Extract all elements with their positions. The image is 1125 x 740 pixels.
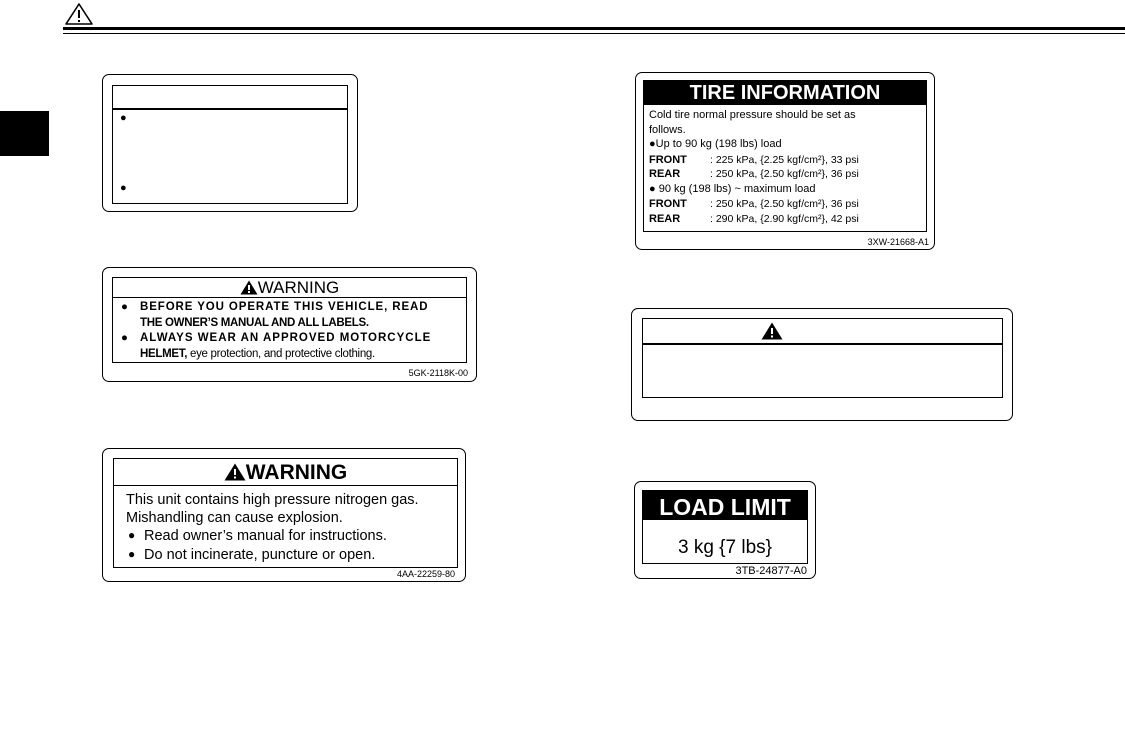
- warning-line: THE OWNER’S MANUAL AND ALL LABELS.: [140, 317, 369, 329]
- load-condition: ● 90 kg (198 lbs) ~ maximum load: [649, 183, 816, 195]
- label-frame: [642, 490, 808, 564]
- label-title: [113, 278, 466, 298]
- warning-triangle-icon: [63, 2, 95, 26]
- warning-line: Mishandling can cause explosion.: [126, 510, 343, 526]
- warning-triangle-icon: [224, 463, 246, 481]
- rear-pressure: : 290 kPa, {2.90 kgf/cm²}, 42 psi: [710, 213, 859, 225]
- section-tab: [0, 111, 49, 156]
- title-text: WARNING: [245, 461, 348, 484]
- warning-line: BEFORE YOU OPERATE THIS VEHICLE, READ: [140, 301, 429, 313]
- rear-pressure: : 250 kPa, {2.50 kgf/cm²}, 36 psi: [710, 168, 859, 180]
- label-frame: [642, 318, 1003, 398]
- bullet: ●: [120, 112, 127, 124]
- label-title: [114, 459, 457, 486]
- warning-line: Read owner’s manual for instructions.: [144, 528, 387, 544]
- title-text: WARNING: [257, 278, 340, 297]
- part-code: 3TB-24877-A0: [735, 565, 807, 577]
- warning-label-blank: [102, 74, 358, 212]
- label-frame: [643, 80, 927, 232]
- label-title: TIRE INFORMATION: [644, 81, 926, 105]
- warning-label-operate: [102, 267, 477, 382]
- warning-triangle-icon: [240, 280, 258, 295]
- front-label: FRONT: [649, 154, 687, 166]
- load-condition: ●Up to 90 kg (198 lbs) load: [649, 138, 782, 150]
- bullet: ●: [121, 301, 128, 313]
- intro-line: Cold tire normal pressure should be set as: [649, 109, 856, 121]
- title-divider: [643, 343, 1002, 345]
- label-frame: [112, 85, 348, 204]
- front-pressure: : 250 kPa, {2.50 kgf/cm²}, 36 psi: [710, 198, 859, 210]
- warning-line: ALWAYS WEAR AN APPROVED MOTORCYCLE: [140, 332, 432, 344]
- warning-line: Do not incinerate, puncture or open.: [144, 547, 376, 563]
- title-divider: [113, 108, 347, 110]
- load-limit-label: [634, 481, 816, 579]
- warning-triangle-icon: [761, 322, 783, 340]
- label-title: LOAD LIMIT: [643, 491, 807, 520]
- rear-label: REAR: [649, 168, 681, 180]
- bullet: ●: [128, 547, 136, 561]
- part-code: 4AA-22259-80: [396, 569, 455, 579]
- load-limit-value: 3 kg {7 lbs}: [677, 537, 773, 558]
- front-pressure: : 225 kPa, {2.25 kgf/cm²}, 33 psi: [710, 154, 859, 166]
- bullet: ●: [120, 182, 127, 194]
- label-frame: [113, 458, 458, 568]
- tire-information-label: [635, 72, 935, 250]
- warning-label-nitrogen: [102, 448, 466, 582]
- part-code: 3XW-21668-A1: [867, 237, 929, 247]
- header-rule-thick: [63, 27, 1125, 30]
- label-frame: [112, 277, 467, 363]
- caution-label-blank: [631, 308, 1013, 421]
- part-code: 5GK-2118K-00: [408, 368, 468, 378]
- intro-line: follows.: [649, 124, 686, 136]
- rear-label: REAR: [649, 213, 681, 225]
- front-label: FRONT: [649, 198, 687, 210]
- warning-line: HELMET, eye protection, and protective clothing.: [140, 348, 375, 360]
- header-rule-thin: [63, 33, 1125, 34]
- warning-line: This unit contains high pressure nitrogen gas.: [126, 492, 419, 508]
- bullet: ●: [128, 528, 136, 542]
- bullet: ●: [121, 332, 128, 344]
